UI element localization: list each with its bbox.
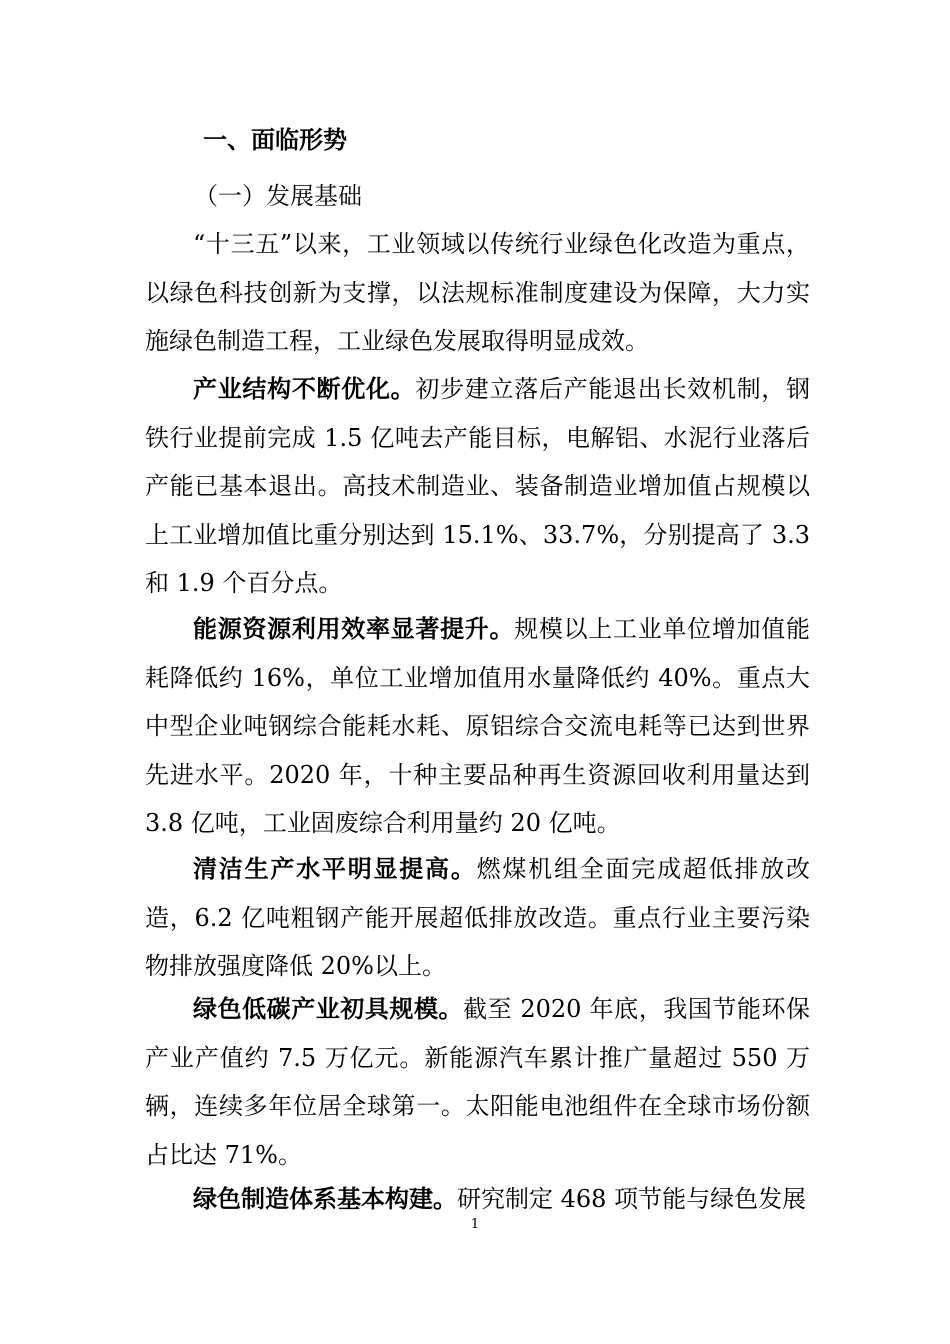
paragraph-industrial-structure	[145, 365, 810, 608]
paragraph-text: 研究制定 468 项节能与绿色发展	[457, 1185, 807, 1213]
paragraph-green-industry	[145, 985, 810, 1179]
paragraph-intro	[145, 220, 810, 366]
paragraph-lead: 产业结构不断优化。	[193, 374, 416, 403]
paragraph-lead: 能源资源利用效率显著提升。	[193, 614, 515, 643]
paragraph-text: 初步建立落后产能退出长效机制，钢铁行业提前完成 1.5 亿吨去产能目标，电解铝、水泥行业落后产能已基本退出。高技术制造业、装备制造业增加值占规模以上工业增加值比重分别达到 15.1%、33.7%，分别提高了 3.3 和 1.9 个百分点。	[145, 375, 810, 597]
paragraph-energy-efficiency	[145, 605, 810, 848]
paragraph-text: “十三五”以来，工业领域以传统行业绿色化改造为重点，以绿色科技创新为支撑，以法规标准制度建设为保障，大力实施绿色制造工程，工业绿色发展取得明显成效。	[145, 230, 810, 355]
paragraph-lead: 绿色制造体系基本构建。	[193, 1184, 457, 1213]
page-number: 1	[470, 1217, 480, 1232]
paragraph-text: 规模以上工业单位增加值能耗降低约 16%，单位工业增加值用水量降低约 40%。重点大中型企业吨钢综合能耗水耗、原铝综合交流电耗等已达到世界先进水平。2020 年，十种主要品种再生资源回收利用量达到 3.8 亿吨，工业固废综合利用量约 20 亿吨。	[145, 615, 811, 837]
section-heading: 一、面临形势	[203, 126, 347, 154]
paragraph-lead: 清洁生产水平明显提高。	[193, 854, 477, 883]
paragraph-text: 燃煤机组全面完成超低排放改造，6.2 亿吨粗钢产能开展超低排放改造。重点行业主要污染物排放强度降低 20%以上。	[145, 855, 810, 980]
paragraph-clean-production	[145, 845, 810, 991]
paragraph-lead: 绿色低碳产业初具规模。	[193, 994, 464, 1023]
subsection-heading: （一）发展基础	[194, 182, 362, 210]
paragraph-text: 截至 2020 年底，我国节能环保产业产值约 7.5 万亿元。新能源汽车累计推广量超过 550 万辆，连续多年位居全球第一。太阳能电池组件在全球市场份额占比达 71%。	[145, 995, 811, 1169]
